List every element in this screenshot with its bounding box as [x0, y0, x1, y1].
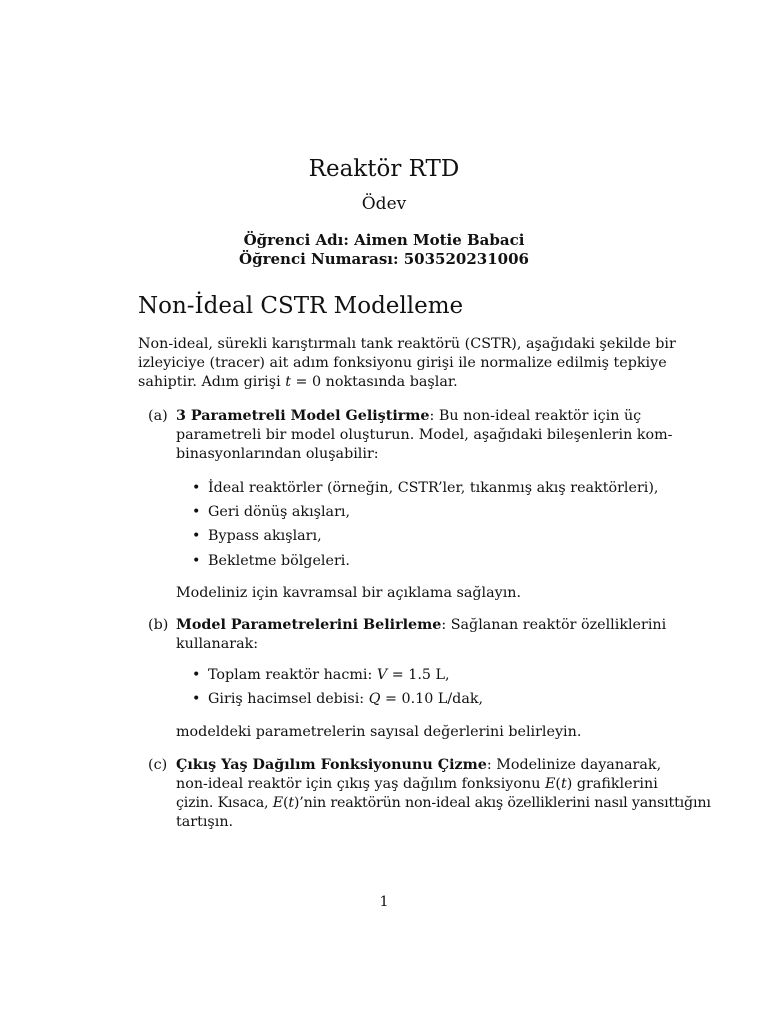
part-c-line-3: çizin. Kısaca, E(t)’nin reaktörün non-ideal akış özelliklerini nasıl yansıttığını	[176, 795, 711, 811]
part-a-line-2: parametreli bir model oluşturun. Model, aşağıdaki bileşenlerin kom-	[176, 427, 673, 443]
intro-line-2: izleyiciye (tracer) ait adım fonksiyonu girişi ile normalize edilmiş tepkiye	[138, 355, 667, 371]
document-title: Reaktör RTD	[308, 156, 460, 182]
part-b-line-2: kullanarak:	[176, 636, 259, 652]
part-a-heading: 3 Parametreli Model Geliştirme	[176, 408, 430, 424]
bullet-icon: •	[192, 553, 201, 569]
part-a-line-3: binasyonlarından oluşabilir:	[176, 446, 379, 462]
math-t: t	[285, 374, 291, 390]
bullet-icon: •	[192, 504, 201, 520]
part-b-label: (b)	[148, 617, 169, 633]
list-item: • Bypass akışları,	[192, 528, 322, 544]
section-heading: Non-İdeal CSTR Modelleme	[138, 293, 464, 319]
list-item: • Giriş hacimsel debisi: Q = 0.10 L/dak,	[192, 691, 484, 707]
part-b-line-1: Model Parametrelerini Belirleme: Sağlanan reaktör özelliklerini	[176, 617, 667, 633]
list-item: • İdeal reaktörler (örneğin, CSTR’ler, tıkanmış akış reaktörleri),	[192, 480, 659, 496]
page-number: 1	[379, 894, 389, 910]
part-c-line-4: tartışın.	[176, 814, 234, 830]
bullet-icon: •	[192, 480, 201, 496]
list-item: • Toplam reaktör hacmi: V = 1.5 L,	[192, 667, 450, 683]
list-item: • Bekletme bölgeleri.	[192, 553, 350, 569]
part-a-closing: Modeliniz için kavramsal bir açıklama sağlayın.	[176, 585, 522, 601]
list-item: • Geri dönüş akışları,	[192, 504, 351, 520]
part-b-heading: Model Parametrelerini Belirleme	[176, 617, 442, 633]
document-subtitle: Ödev	[361, 194, 407, 214]
intro-line-3: sahiptir. Adım girişi t = 0 noktasında başlar.	[138, 374, 458, 390]
bullet-icon: •	[192, 667, 201, 683]
bullet-icon: •	[192, 528, 201, 544]
student-name: Öğrenci Adı: Aimen Motie Babaci	[243, 231, 525, 249]
student-number: Öğrenci Numarası: 503520231006	[239, 250, 529, 268]
part-b-closing: modeldeki parametrelerin sayısal değerlerini belirleyin.	[176, 724, 582, 740]
bullet-icon: •	[192, 691, 201, 707]
part-c-line-1: Çıkış Yaş Dağılım Fonksiyonunu Çizme: Modelinize dayanarak,	[176, 757, 662, 773]
intro-line-1: Non-ideal, sürekli karıştırmalı tank reaktörü (CSTR), aşağıdaki şekilde bir	[138, 336, 676, 352]
part-a-label: (a)	[148, 408, 168, 424]
part-a-line-1: 3 Parametreli Model Geliştirme: Bu non-ideal reaktör için üç	[176, 408, 642, 424]
part-c-heading: Çıkış Yaş Dağılım Fonksiyonunu Çizme	[176, 757, 487, 773]
part-c-line-2: non-ideal reaktör için çıkış yaş dağılım fonksiyonu E(t) grafiklerini	[176, 776, 658, 792]
part-c-label: (c)	[148, 757, 168, 773]
